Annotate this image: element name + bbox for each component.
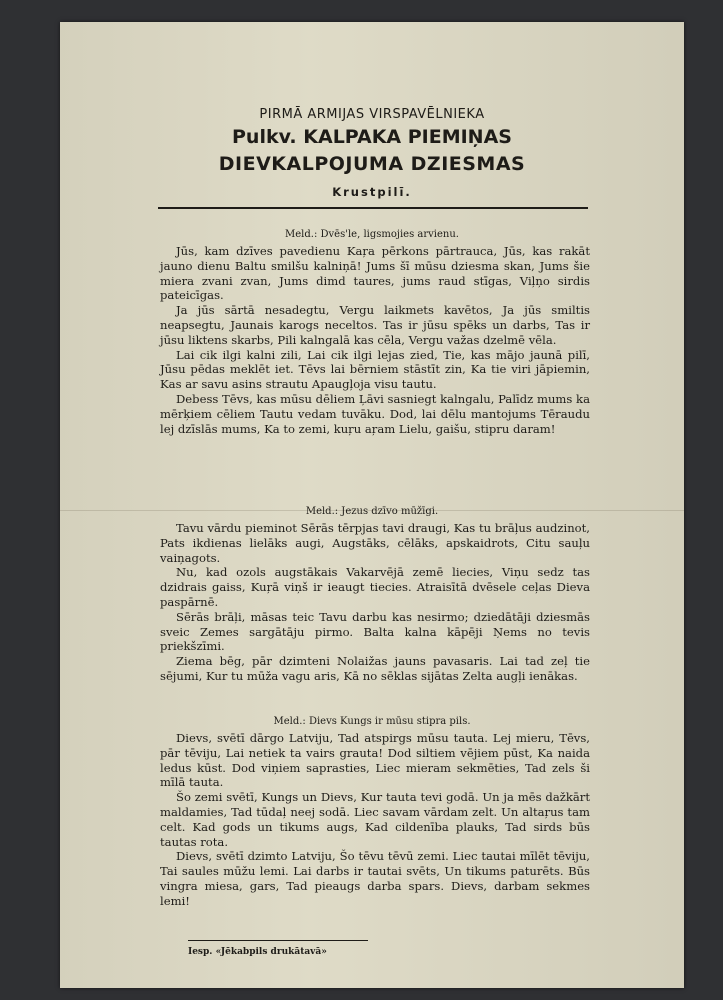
song-2-stanza: Tavu vārdu pieminot Sērās tērpjas tavi draugi, Kas tu brāļus audzinot, Pats ikdienas lielāks augi, Augstāks, cēlāks, apskaidrots, Citu sauļu vaiņagots. (160, 521, 590, 565)
song-3-melody: Meld.: Dievs Kungs ir mūsu stipra pils. (273, 716, 471, 727)
header-supertitle: PIRMĀ ARMIJAS VIRSPAVĒLNIEKA (259, 107, 485, 122)
header-place: Krustpilī. (332, 185, 412, 199)
song-2-stanza: Sērās brāļi, māsas teic Tavu darbu kas nesirmo; dziedātāji dziesmās sveic Zemes sargātāju pirmo. Balta kalna kāpēji Ņems no tevis priekšzīmi. (160, 609, 590, 654)
header-rule (158, 207, 588, 209)
song-2-melody: Meld.: Jezus dzīvo mūžīgi. (305, 506, 439, 517)
song-1-stanza: Debess Tēvs, kas mūsu dēliem Ļāvi sasniegt kalngalu, Palīdz mums ka mērķiem cēliem Tautu vedam tuvāku. Dod, lai dēlu mantojums Tēraudu lej dzīslās mums, Ka to zemi, kuŗu aŗam Lielu, gaišu, stipru daram! (160, 391, 590, 436)
header-title-line1: Pulkv. KALPAKA PIEMIŅAS (232, 126, 512, 148)
song-1-text (160, 244, 590, 436)
song-1-stanza: Ja jūs sārtā nesadegtu, Vergu laikmets kavētos, Ja jūs smiltis neapsegtu, Jaunais karogs neceltos. Tas ir jūsu spēks un darbs, Tas ir jūsu liktens skarbs, Pili kalngalā kas cēla, Vergu važas dzelmē vēla. (160, 303, 590, 347)
song-3-stanza: Dievs, svētī dzimto Latviju, Šo tēvu tēvū zemi. Liec tautai mīlēt tēviju, Tai saules mūžu lemi. Lai darbs ir tautai svēts, Un tikums paturēts. Būs vingra miesa, gars, Tad pieaugs darba spars. Dievs, darbam sekmes lemi! (160, 849, 590, 908)
printer-imprint: Iesp. «Jēkabpils drukātavā» (188, 947, 327, 957)
song-3-stanza: Šo zemi svētī, Kungs un Dievs, Kur tauta tevi godā. Un ja mēs dažkārt maldamies, Tad tūdaļ neej sodā. Liec savam vārdam zelt. Un altaŗus tam celt. Kad gods un tikums augs, Kad cildenība plauks, Tad sirds būs tautas rota. (160, 790, 590, 849)
song-1-stanza: Lai cik ilgi kalni zili, Lai cik ilgi lejas zied, Tie, kas mājo jaunā pilī, Jūsu pēdas meklēt iet. Tēvs lai bērniem stāstīt zin, Ka tie viri jāpiemin, Kas ar savu asins strautu Apaugļoja visu tautu. (160, 347, 590, 392)
song-3-text (160, 731, 590, 909)
song-3-stanza: Dievs, svētī dārgo Latviju, Tad atspirgs mūsu tauta. Lej mieru, Tēvs, pār tēviju, Lai netiek ta vairs grauta! Dod siltiem vējiem pūst, Ka naida ledus kūst. Dod viņiem saprasties, Liec mieram sekmēties, Tad zels ši mīlā tauta. (160, 731, 590, 790)
header-title-line2: DIEVKALPOJUMA DZIESMAS (218, 153, 526, 175)
song-1-stanza: Jūs, kam dzīves pavedienu Kaŗa pērkons pārtrauca, Jūs, kas rakāt jauno dienu Baltu smilšu kalniņā! Jums šī mūsu dziesma skan, Jums šie miera zvani zvan, Jums dimd taures, jums raud stīgas, Viļņo sirdis pateicīgas. (160, 244, 590, 303)
song-2-stanza: Nu, kad ozols augstākais Vakarvējā zemē liecies, Viņu sedz tas dzidrais gaiss, Kuŗā viņš ir ieaugt tiecies. Atraisītā dvēsele ceļas Dieva paspārnē. (160, 565, 590, 609)
footer-rule (188, 940, 368, 941)
song-2-stanza: Ziema bēg, pār dzimteni Nolaižas jauns pavasaris. Lai tad zeļ tie sējumi, Kur tu mūža vagu aris, Kā no sēklas sijātas Zelta augļi ienākas. (160, 654, 590, 683)
song-2-text (160, 521, 590, 684)
song-1-melody: Meld.: Dvēs'le, ligsmojies arvienu. (285, 229, 459, 240)
leaflet-paper (60, 22, 684, 988)
